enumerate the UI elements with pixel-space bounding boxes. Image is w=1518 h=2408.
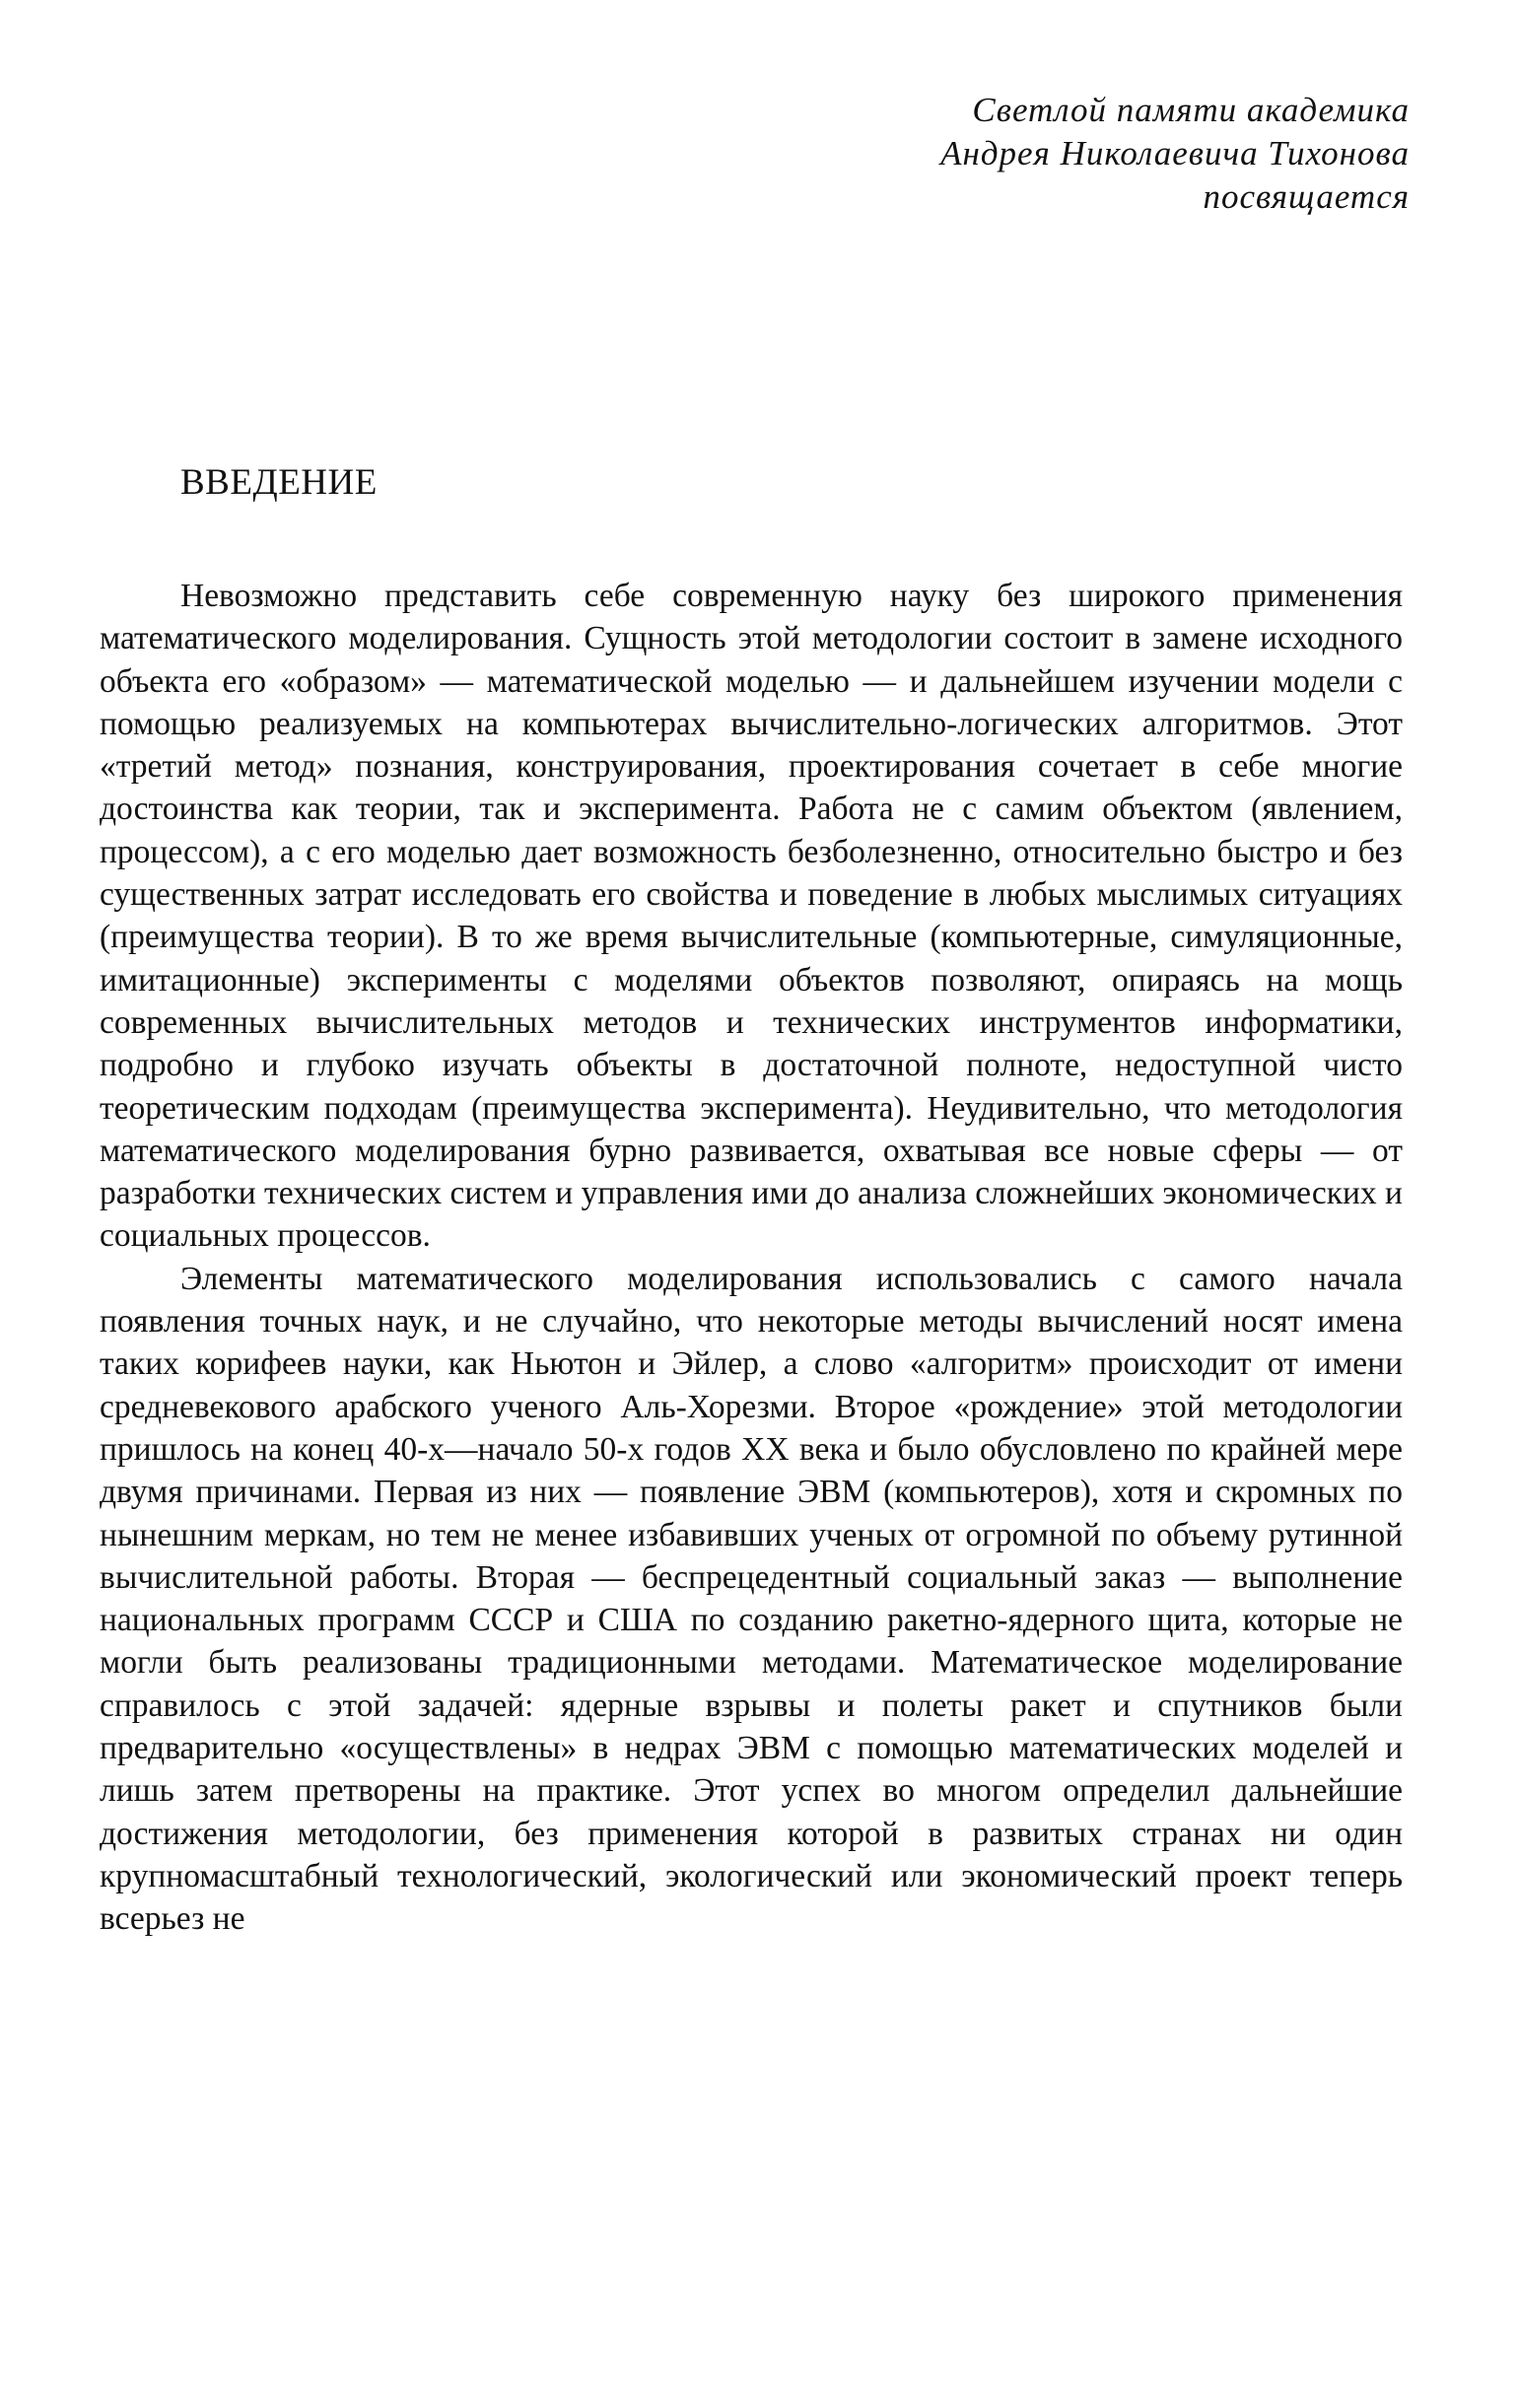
- dedication-line-3: посвящается: [1203, 177, 1410, 216]
- dedication: [720, 89, 1410, 219]
- dedication-line-1: Светлой памяти академика: [972, 91, 1410, 129]
- paragraph-2: Элементы математического моделирования использовались с самого начала появления точных наук, и не случайно, что некоторые методы вычислений носят имена таких корифеев науки, как Ньютон и Эйлер, а слово «алгоритм» происходит от имени средневекового арабского ученого Аль-Хорезми. Второе «рождение» этой методологии пришлось на конец 40-х—начало 50-х годов XX века и было обусловлено по крайней мере двумя причинами. Первая из них — появление ЭВМ (компьютеров), хотя и скромных по нынешним меркам, но тем не менее избавивших ученых от огромной по объему рутинной вычислительной работы. Вторая — беспрецедентный социальный заказ — выполнение национальных программ СССР и США по созданию ракетно-ядерного щита, которые не могли быть реализованы традиционными методами. Математическое моделирование справилось с этой задачей: ядерные взрывы и полеты ракет и спутников были предварительно «осуществлены» в недрах ЭВМ с помощью математических моделей и лишь затем претворены на практике. Этот успех во многом определил дальнейшие достижения методологии, без применения которой в развитых странах ни один крупномасштабный технологический, экологический или экономический проект теперь всерьез не: [100, 1260, 1403, 1938]
- section-heading: ВВЕДЕНИЕ: [180, 462, 378, 503]
- paragraph-1: Невозможно представить себе современную науку без широкого применения математического моделирования. Сущность этой методологии состоит в замене исходного объекта его «образом» — математической моделью — и дальнейшем изучении модели с помощью реализуемых на компьютерах вычислительно-логических алгоритмов. Этот «третий метод» познания, конструирования, проектирования сочетает в себе многие достоинства как теории, так и эксперимента. Работа не с самим объектом (явлением, процессом), а с его моделью дает возможность безболезненно, относительно быстро и без существенных затрат исследовать его свойства и поведение в любых мыслимых ситуациях (преимущества теории). В то же время вычислительные (компьютерные, симуляционные, имитационные) эксперименты с моделями объектов позволяют, опираясь на мощь современных вычислительных методов и технических инструментов информатики, подробно и глубоко изучать объекты в достаточной полноте, недоступной чисто теоретическим подходам (преимущества эксперимента). Неудивительно, что методология математического моделирования бурно развивается, охватывая все новые сферы — от разработки технических систем и управления ими до анализа сложнейших экономических и социальных процессов.: [100, 578, 1403, 1255]
- body-text: [100, 575, 1403, 1941]
- dedication-line-2: Андрея Николаевича Тихонова: [940, 134, 1410, 172]
